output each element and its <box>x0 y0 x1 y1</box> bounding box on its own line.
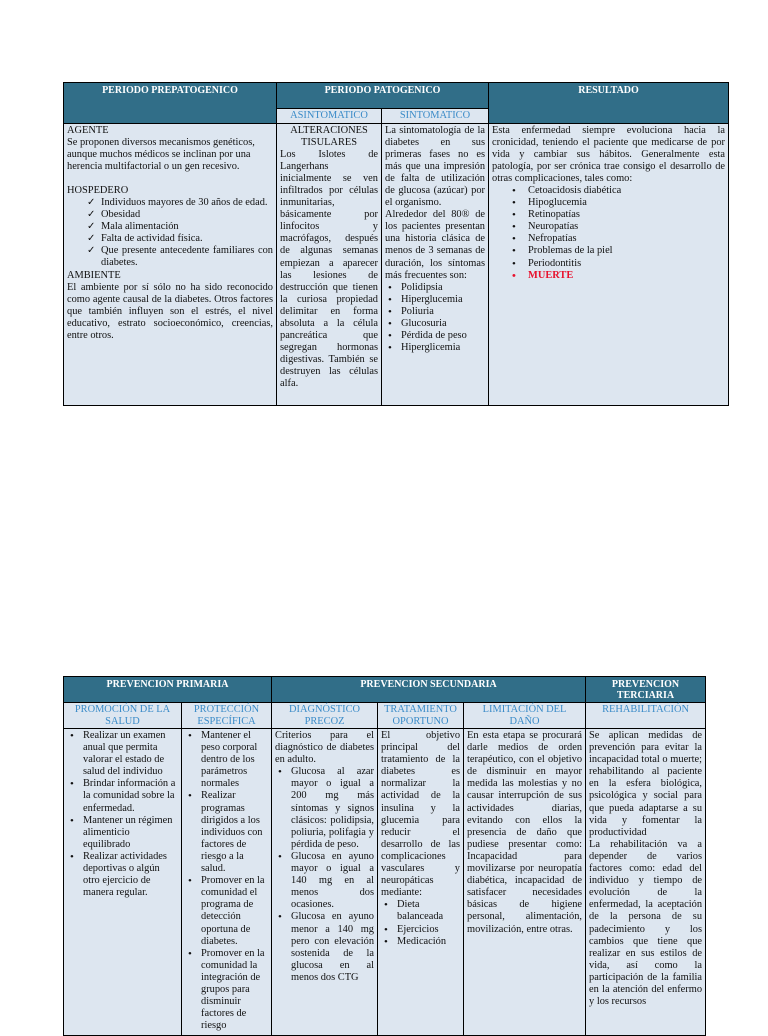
promocion-item: • Realizar un examen anual que permita valorar el estado de salud del individuo <box>67 730 178 778</box>
asintomatico-cell <box>277 123 382 406</box>
tratamiento-item: • Ejercicios <box>381 924 460 936</box>
resultado-text: Esta enfermedad siempre evoluciona hacia la cronicidad, teniendo el paciente que medicarse de por vida y cambiar sus hábitos. Generalmente esta patología, por ser crónica trae consigo el desarrollo de otras complicaciones, tales como: <box>492 124 726 184</box>
promocion-item: • Brindar información a la comunidad sobre la enfermedad. <box>67 778 178 814</box>
sintomas-list <box>385 282 485 355</box>
header-primaria: PREVENCION PRIMARIA <box>64 677 272 703</box>
subheader-proteccion: PROTECCIÓN ESPECÍFICA <box>182 703 272 729</box>
complicacion-item: • Hipoglucemia <box>492 197 725 209</box>
diagnostico-text: Criterios para el diagnóstico de diabetes en adulto. <box>275 730 375 766</box>
historia-natural-table <box>63 82 729 406</box>
tratamiento-cell <box>378 729 464 1036</box>
hospedero-item: ✓ Que presente antecedente familiares con diabetes. <box>67 245 273 269</box>
ambiente-title: AMBIENTE <box>67 269 121 281</box>
alteraciones-text: Los Islotes de Langerhans inicialmente se ven infiltrados por células inmunitarias, básicamente por linfocitos y macrófagos, después de algunas semanas empiezan a aparecer las lesiones de destrucción que tienen la curiosa propiedad delimitar en forma absoluta a la célula pancreática que segregan hormonas digestivas. También se destruyen las células alfa. <box>280 148 378 390</box>
hospedero-item: ✓ Obesidad <box>67 209 273 221</box>
tratamiento-item: • Dieta balanceada <box>381 899 460 923</box>
agente-text: Se proponen diversos mecanismos genéticos, aunque muchos médicos se inclinan por una herencia multifactorial o un gen recesivo. <box>67 136 255 172</box>
hospedero-title: HOSPEDERO <box>67 184 129 196</box>
proteccion-list <box>185 730 268 1032</box>
header-secundaria: PREVENCION SECUNDARIA <box>272 677 586 703</box>
agente-title: AGENTE <box>67 124 109 136</box>
diagnostico-cell <box>272 729 378 1036</box>
header-terciaria: PREVENCION TERCIARIA <box>586 677 706 703</box>
subheader-diagnostico: DIAGNÓSTICO PRECOZ <box>272 703 378 729</box>
promocion-list <box>67 730 178 899</box>
sintoma-item: • Poliuria <box>385 306 485 318</box>
diagnostico-item: • Glucosa en ayuno menor a 140 mg pero con elevación sostenida de la glucosa en al menos dos CTG <box>275 911 374 984</box>
tratamiento-list <box>381 899 460 947</box>
prevencion-table <box>63 676 706 1036</box>
promocion-cell <box>64 729 182 1036</box>
proteccion-cell <box>182 729 272 1036</box>
complicacion-item: • Neuropatías <box>492 221 725 233</box>
limitacion-cell <box>464 729 586 1036</box>
limitacion-text: En esta etapa se procurará darle medios de orden terapéutico, con el objetivo de disminuir en mayor medida las molestias y no causar interrupción de sus actividades diarias, evitando con ellos la presencia de daño que pudiese presentar como: Incapacidad para movilizarse por neuropatía diabética, incapacidad de satisfacer necesidades básicas de higiene personal, alimentación, movilización, entre otras. <box>467 730 583 935</box>
proteccion-item: • Promover en la comunidad la integración de grupos para disminuir factores de riesgo <box>185 948 268 1033</box>
hospedero-item: ✓ Individuos mayores de 30 años de edad. <box>67 197 273 209</box>
proteccion-item: • Realizar programas dirigidos a los individuos con factores de riesgo a la salud. <box>185 790 268 875</box>
promocion-item: • Realizar actividades deportivas o algún otro ejercicio de manera regular. <box>67 851 178 899</box>
subheader-tratamiento: TRATAMIENTO OPORTUNO <box>378 703 464 729</box>
hospedero-list <box>67 197 273 270</box>
tratamiento-text: El objetivo principal del tratamiento de la diabetes es normalizar la actividad de la insulina y la glucemia para reducir el desarrollo de las complicaciones vasculares y neuropáticas mediante: <box>381 730 461 899</box>
tratamiento-item: • Medicación <box>381 936 460 948</box>
diagnostico-item: • Glucosa al azar mayor o igual a 200 mg más síntomas y signos clásicos: polidipsia, poliuria, polifagia y pérdida de peso. <box>275 766 374 851</box>
promocion-item: • Mantener un régimen alimenticio equilibrado <box>67 815 178 851</box>
proteccion-item: • Mantener el peso corporal dentro de los parámetros normales <box>185 730 268 790</box>
sintoma-item: • Hiperglicemia <box>385 342 485 354</box>
subheader-limitacion: LIMITACIÓN DEL DAÑO <box>464 703 586 729</box>
rehabilitacion-text: Se aplican medidas de prevención para evitar la incapacidad total o muerte; rehabilitando al paciente en la esfera biológica, psicológica y social para que pueda adaptarse a su vida y fomentar la productividad <box>589 730 703 838</box>
complicacion-item: • Retinopatías <box>492 209 725 221</box>
subheader-promocion: PROMOCIÓN DE LA SALUD <box>64 703 182 729</box>
prepatogenico-cell <box>64 123 277 406</box>
sintomatico-text: La sintomatología de la diabetes en sus primeras fases no es más que una impresión de falta de utilización de glucosa (azúcar) por el organismo. <box>385 124 486 209</box>
header-prepatogenico: PERIODO PREPATOGENICO <box>64 83 277 124</box>
header-resultado: RESULTADO <box>489 83 729 124</box>
alteraciones-title: ALTERACIONES TISULARES <box>290 124 368 148</box>
hospedero-item: ✓ Falta de actividad física. <box>67 233 273 245</box>
header-patogenico: PERIODO PATOGENICO <box>277 83 489 109</box>
sintoma-item: • Polidipsia <box>385 282 485 294</box>
complicacion-item: • Periodontitis <box>492 258 725 270</box>
diagnostico-item: • Glucosa en ayuno mayor o igual a 140 mg en al menos dos ocasiones. <box>275 851 374 911</box>
hospedero-item: ✓ Mala alimentación <box>67 221 273 233</box>
complicacion-item: • Nefropatías <box>492 233 725 245</box>
sintomatico-text2: Alrededor del 80® de los pacientes presentan una historia clásica de menos de 3 semanas de duración, los síntomas más frecuentes son: <box>385 209 486 281</box>
sintoma-item: • Glucosuria <box>385 318 485 330</box>
complicacion-item: • Cetoacidosis diabética <box>492 185 725 197</box>
muerte-item: • MUERTE <box>492 270 725 282</box>
subheader-sintomatico: SINTOMATICO <box>382 109 489 124</box>
proteccion-item: • Promover en la comunidad el programa de detección oportuna de diabetes. <box>185 875 268 948</box>
resultado-cell <box>489 123 729 406</box>
subheader-rehabilitacion: REHABILITACIÓN <box>586 703 706 729</box>
complicaciones-list <box>492 185 725 282</box>
sintoma-item: • Hiperglucemia <box>385 294 485 306</box>
diagnostico-list <box>275 766 374 984</box>
rehabilitacion-cell <box>586 729 706 1036</box>
rehabilitacion-text2: La rehabilitación va a depender de varios factores como: edad del individuo y tiempo de evolución de la enfermedad, la aceptación de la persona de su padecimiento y los cambios que tiene que realizar en sus estilos de vida, así como la participación de la familia en la atención del enfermo y los recursos <box>589 838 703 1008</box>
sintoma-item: • Pérdida de peso <box>385 330 485 342</box>
ambiente-text: El ambiente por sí sólo no ha sido reconocido como agente causal de la diabetes. Otros factores que también influyen son el estrés, el nivel educativo, estrato socioeconómico, creencias, entre otros. <box>67 281 273 341</box>
subheader-asintomatico: ASINTOMATICO <box>277 109 382 124</box>
complicacion-item: • Problemas de la piel <box>492 245 725 257</box>
sintomatico-cell <box>382 123 489 406</box>
